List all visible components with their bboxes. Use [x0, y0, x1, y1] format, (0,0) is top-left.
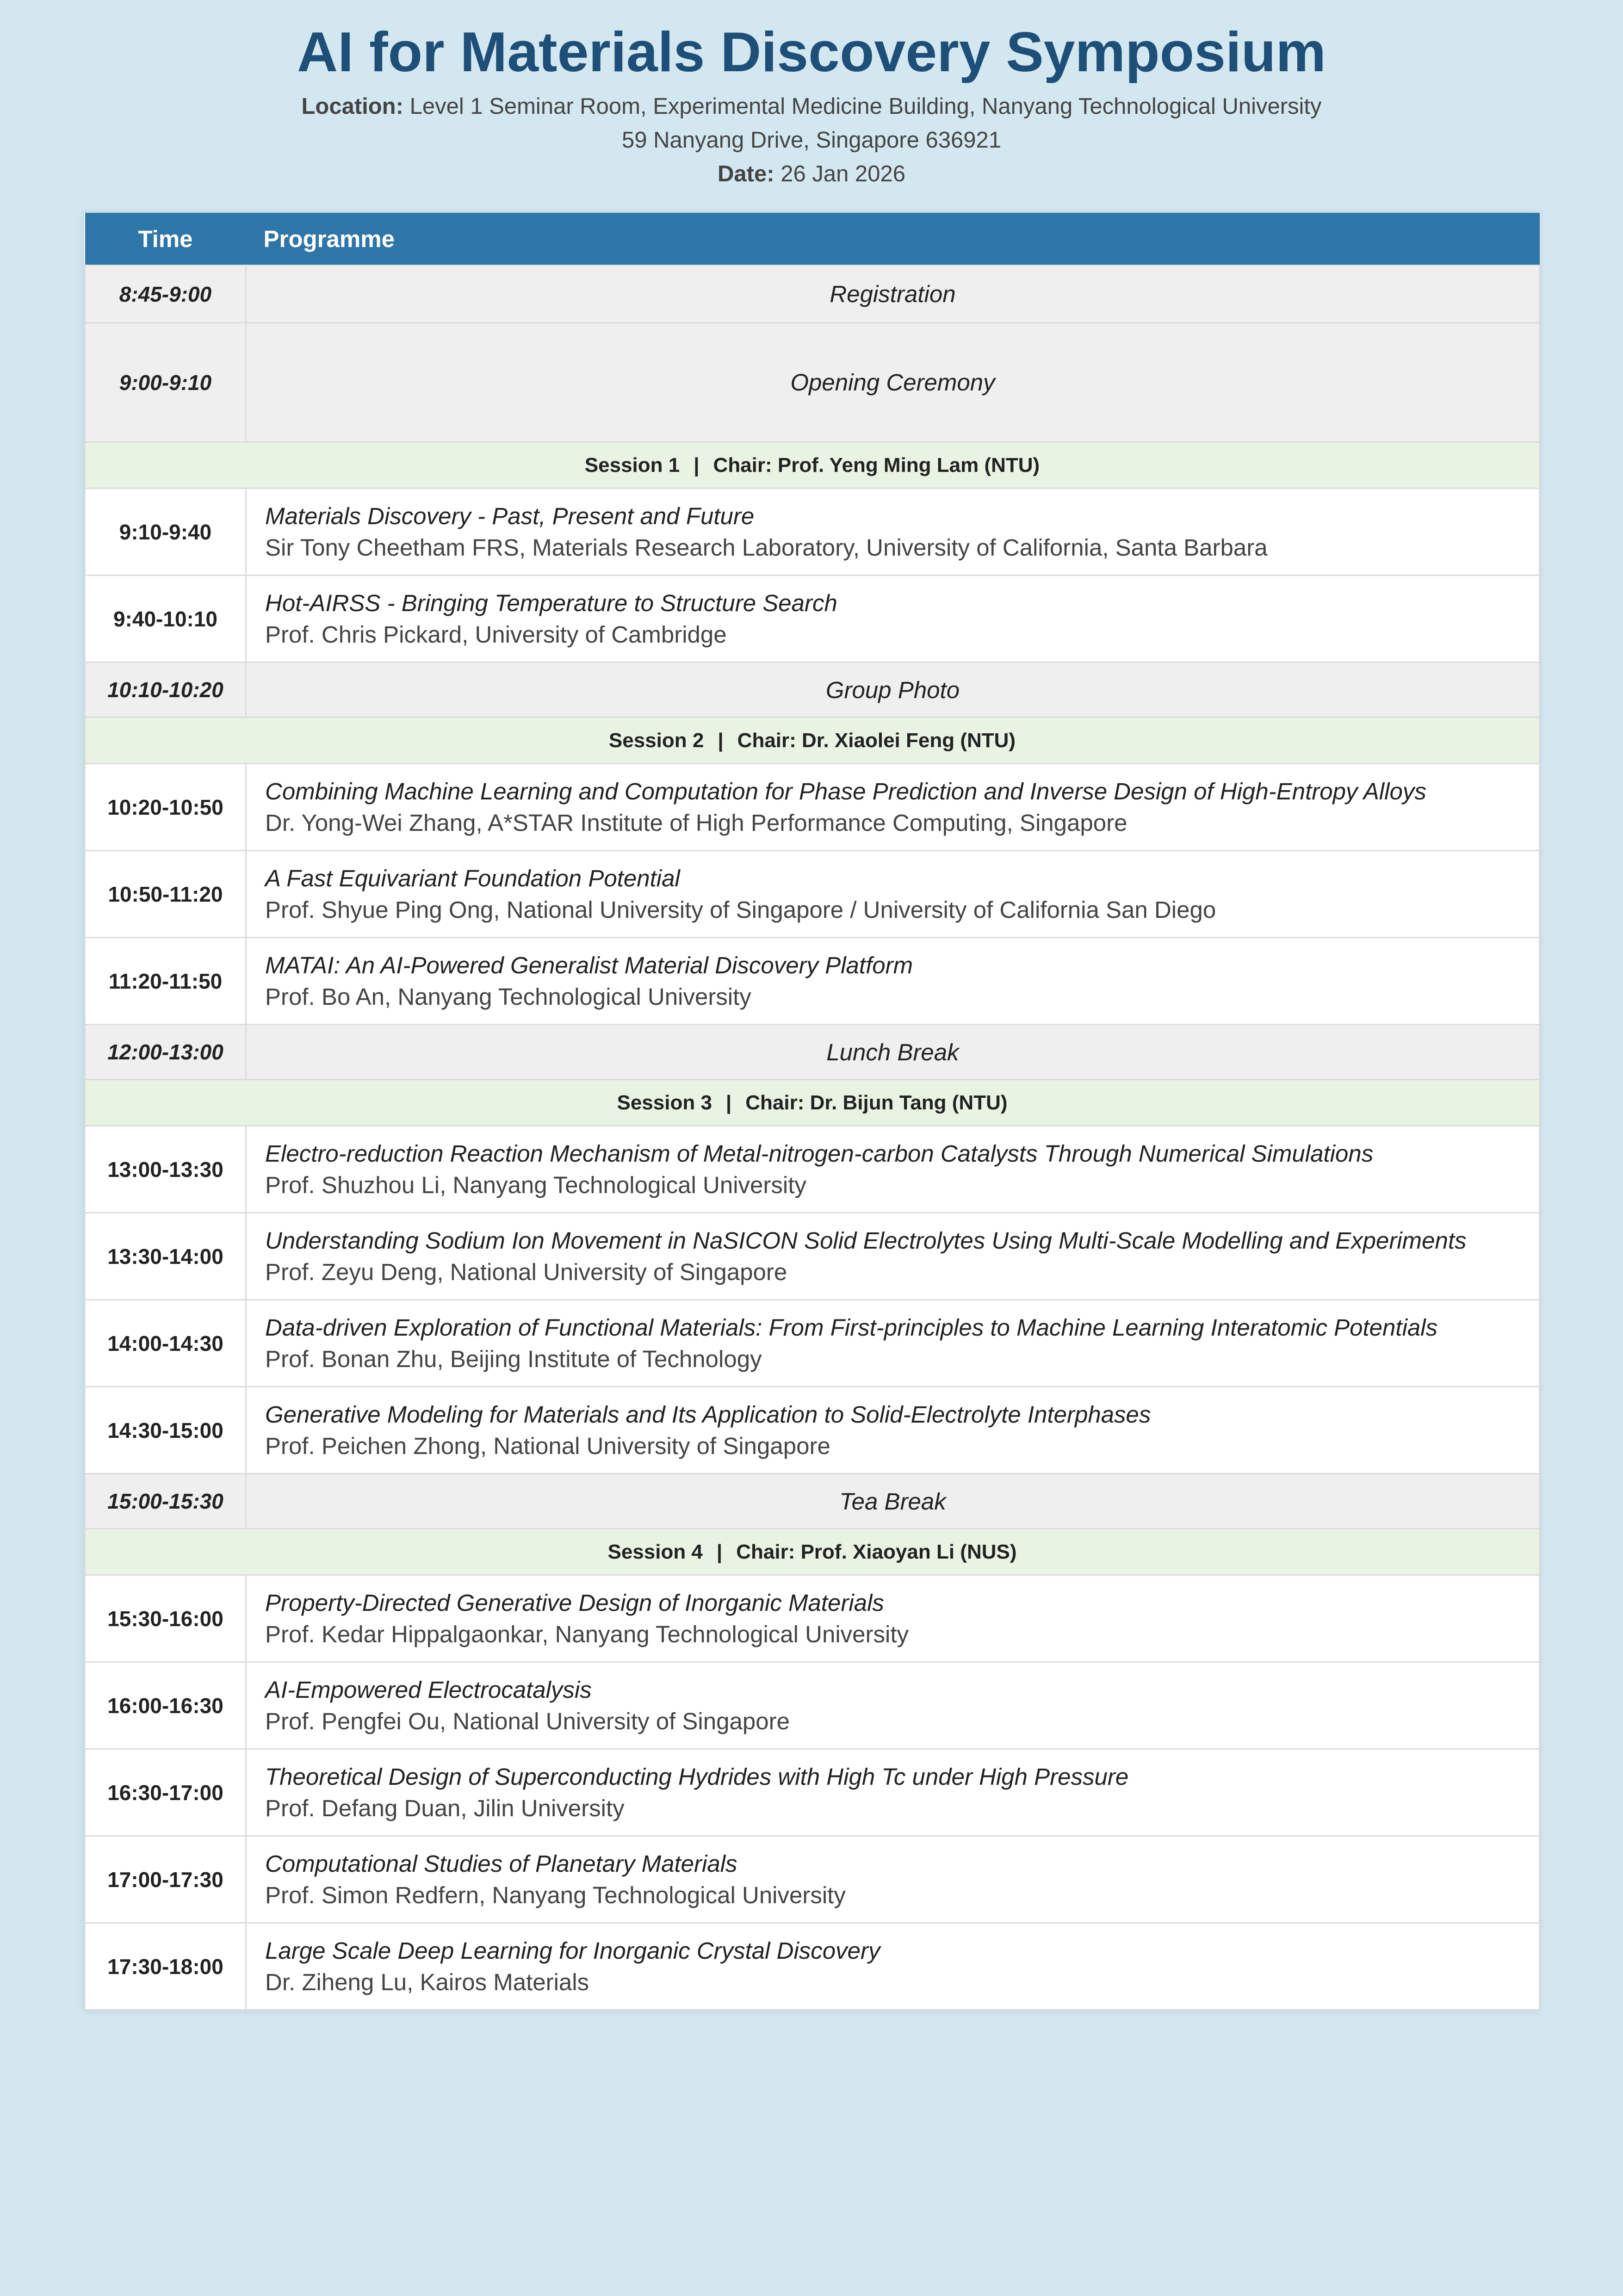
talk-speaker: Prof. Simon Redfern, Nanyang Technological University — [265, 1881, 846, 1908]
talk-speaker: Prof. Chris Pickard, University of Cambridge — [265, 621, 727, 648]
talk-title: A Fast Equivariant Foundation Potential — [265, 865, 680, 891]
time-cell: 14:00-14:30 — [85, 1300, 246, 1387]
talk-row — [85, 1575, 1540, 1662]
talk-title: MATAI: An AI-Powered Generalist Material Discovery Platform — [265, 952, 913, 978]
talk-speaker: Prof. Peichen Zhong, National University of Singapore — [265, 1432, 830, 1459]
talk-cell — [246, 938, 1540, 1025]
page-header — [0, 0, 1623, 191]
session-separator: | — [725, 1091, 732, 1114]
talk-row — [85, 1836, 1540, 1923]
talk-cell — [246, 576, 1540, 662]
break-label: Lunch Break — [246, 1025, 1540, 1080]
talk-title: Computational Studies of Planetary Materials — [265, 1850, 737, 1877]
time-cell: 16:00-16:30 — [85, 1662, 246, 1749]
talk-row — [85, 489, 1540, 576]
talk-cell — [246, 1126, 1540, 1213]
time-cell: 16:30-17:00 — [85, 1749, 246, 1836]
time-cell: 10:20-10:50 — [85, 764, 246, 851]
time-cell: 9:10-9:40 — [85, 489, 246, 576]
talk-row — [85, 1923, 1540, 2010]
time-cell: 15:30-16:00 — [85, 1575, 246, 1662]
session-chair: Chair: Prof. Xiaoyan Li (NUS) — [736, 1540, 1017, 1563]
talk-speaker: Prof. Bonan Zhu, Beijing Institute of Technology — [265, 1345, 762, 1372]
opening-ceremony-row — [85, 323, 1540, 442]
talk-speaker: Sir Tony Cheetham FRS, Materials Research Laboratory, University of California, Santa Barbara — [265, 534, 1268, 561]
talk-title: Materials Discovery - Past, Present and Future — [265, 502, 755, 529]
time-cell: 8:45-9:00 — [85, 266, 246, 323]
session-4-header — [85, 1529, 1540, 1575]
break-label: Registration — [246, 266, 1540, 323]
break-label: Group Photo — [246, 662, 1540, 718]
date-line — [0, 157, 1623, 191]
session-1-header — [85, 442, 1540, 489]
time-cell: 15:00-15:30 — [85, 1474, 246, 1529]
time-cell: 12:00-13:00 — [85, 1025, 246, 1080]
talk-cell — [246, 1300, 1540, 1387]
column-header-time: Time — [85, 213, 246, 266]
talk-title: Theoretical Design of Superconducting Hydrides with High Tc under High Pressure — [265, 1763, 1129, 1790]
talk-cell — [246, 1575, 1540, 1662]
programme-table — [84, 213, 1540, 2011]
talk-row — [85, 1126, 1540, 1213]
talk-title: AI-Empowered Electrocatalysis — [265, 1676, 592, 1703]
time-cell: 11:20-11:50 — [85, 938, 246, 1025]
talk-title: Understanding Sodium Ion Movement in NaSICON Solid Electrolytes Using Multi-Scale Modelling and Experiments — [265, 1227, 1467, 1254]
talk-cell — [246, 1213, 1540, 1300]
time-cell: 17:30-18:00 — [85, 1923, 246, 2010]
talk-row — [85, 576, 1540, 662]
lunch-break-row — [85, 1025, 1540, 1080]
tea-break-row — [85, 1474, 1540, 1529]
session-separator: | — [694, 453, 700, 477]
break-label: Opening Ceremony — [246, 323, 1540, 442]
location-label: Location: — [301, 94, 403, 119]
session-2-header — [85, 718, 1540, 764]
talk-row — [85, 1213, 1540, 1300]
talk-speaker: Dr. Yong-Wei Zhang, A*STAR Institute of High Performance Computing, Singapore — [265, 809, 1127, 836]
time-cell: 14:30-15:00 — [85, 1387, 246, 1474]
talk-speaker: Prof. Kedar Hippalgaonkar, Nanyang Technological University — [265, 1621, 909, 1647]
break-label: Tea Break — [246, 1474, 1540, 1529]
date-value: 26 Jan 2026 — [781, 161, 905, 186]
talk-title: Combining Machine Learning and Computation for Phase Prediction and Inverse Design of High-Entropy Alloys — [265, 778, 1426, 805]
talk-row — [85, 764, 1540, 851]
talk-row — [85, 1387, 1540, 1474]
session-cell — [85, 442, 1540, 489]
date-label: Date: — [718, 161, 774, 186]
column-header-programme: Programme — [246, 213, 1540, 266]
talk-row — [85, 851, 1540, 938]
session-name: Session 1 — [584, 453, 680, 477]
talk-row — [85, 1749, 1540, 1836]
table-header-row — [85, 213, 1540, 266]
talk-title: Hot-AIRSS - Bringing Temperature to Structure Search — [265, 589, 837, 616]
session-cell — [85, 1080, 1540, 1126]
talk-speaker: Prof. Shyue Ping Ong, National University of Singapore / University of California San Diego — [265, 896, 1216, 923]
talk-title: Property-Directed Generative Design of Inorganic Materials — [265, 1589, 884, 1616]
talk-cell — [246, 851, 1540, 938]
time-cell: 10:50-11:20 — [85, 851, 246, 938]
time-cell: 9:40-10:10 — [85, 576, 246, 662]
time-cell: 17:00-17:30 — [85, 1836, 246, 1923]
session-cell — [85, 1529, 1540, 1575]
location-line — [0, 90, 1623, 124]
talk-row — [85, 1662, 1540, 1749]
session-name: Session 4 — [607, 1540, 703, 1563]
talk-speaker: Prof. Shuzhou Li, Nanyang Technological University — [265, 1171, 806, 1198]
time-cell: 13:00-13:30 — [85, 1126, 246, 1213]
talk-title: Large Scale Deep Learning for Inorganic Crystal Discovery — [265, 1937, 880, 1964]
talk-cell — [246, 1387, 1540, 1474]
group-photo-row — [85, 662, 1540, 718]
session-name: Session 2 — [608, 729, 704, 752]
talk-speaker: Prof. Bo An, Nanyang Technological University — [265, 983, 751, 1010]
talk-cell — [246, 1662, 1540, 1749]
talk-cell — [246, 1836, 1540, 1923]
talk-speaker: Prof. Zeyu Deng, National University of Singapore — [265, 1258, 787, 1285]
talk-cell — [246, 1749, 1540, 1836]
talk-cell — [246, 489, 1540, 576]
session-separator: | — [716, 1540, 723, 1563]
time-cell: 13:30-14:00 — [85, 1213, 246, 1300]
session-3-header — [85, 1080, 1540, 1126]
talk-speaker: Dr. Ziheng Lu, Kairos Materials — [265, 1968, 589, 1995]
talk-speaker: Prof. Defang Duan, Jilin University — [265, 1795, 625, 1821]
talk-row — [85, 1300, 1540, 1387]
talk-row — [85, 938, 1540, 1025]
location-value: Level 1 Seminar Room, Experimental Medicine Building, Nanyang Technological University — [409, 94, 1322, 119]
session-cell — [85, 718, 1540, 764]
talk-cell — [246, 764, 1540, 851]
talk-cell — [246, 1923, 1540, 2010]
address-line: 59 Nanyang Drive, Singapore 636921 — [622, 128, 1001, 153]
talk-title: Data-driven Exploration of Functional Materials: From First-principles to Machine Learning Interatomic Potentials — [265, 1314, 1438, 1341]
session-name: Session 3 — [617, 1091, 712, 1114]
page-title: AI for Materials Discovery Symposium — [297, 20, 1326, 83]
time-cell: 9:00-9:10 — [85, 323, 246, 442]
talk-title: Generative Modeling for Materials and Its Application to Solid-Electrolyte Interphases — [265, 1401, 1151, 1428]
session-chair: Chair: Dr. Bijun Tang (NTU) — [745, 1091, 1008, 1114]
talk-title: Electro-reduction Reaction Mechanism of Metal-nitrogen-carbon Catalysts Through Numerical Simulations — [265, 1140, 1374, 1167]
session-chair: Chair: Dr. Xiaolei Feng (NTU) — [737, 729, 1016, 752]
programme-table-container — [84, 213, 1539, 2011]
time-cell: 10:10-10:20 — [85, 662, 246, 718]
registration-row — [85, 266, 1540, 323]
session-separator: | — [718, 729, 724, 752]
talk-speaker: Prof. Pengfei Ou, National University of Singapore — [265, 1708, 790, 1734]
session-chair: Chair: Prof. Yeng Ming Lam (NTU) — [713, 453, 1040, 477]
